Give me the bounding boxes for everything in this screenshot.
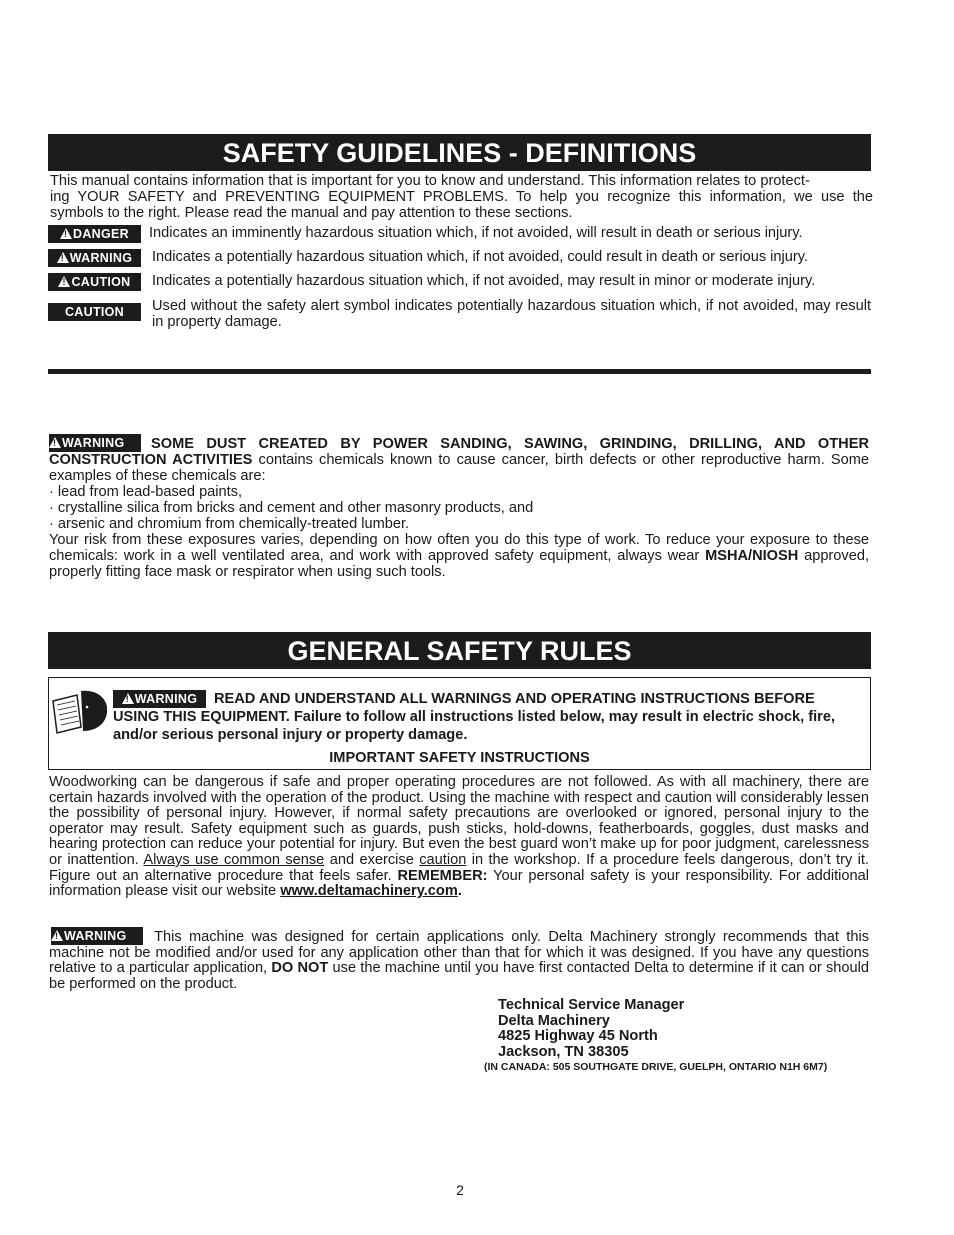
- alert-triangle-icon: [122, 693, 134, 704]
- caution-underline: caution: [419, 851, 467, 868]
- address-line-3: 4825 Highway 45 North: [498, 1028, 658, 1045]
- intro-line-2: ing YOUR SAFETY and PREVENTING EQUIPMENT PROBLEMS. To help you recognize this information, we use the: [50, 189, 873, 205]
- alert-triangle-icon: [58, 276, 70, 287]
- general-safety-rules-title: GENERAL SAFETY RULES: [48, 632, 871, 669]
- safety-guidelines-title: SAFETY GUIDELINES - DEFINITIONS: [48, 134, 871, 171]
- caution-badge: !CAUTION: [48, 273, 141, 291]
- address-line-4: Jackson, TN 38305: [498, 1043, 629, 1060]
- alert-triangle-icon: [57, 252, 69, 263]
- read-instructions-text: !WARNING READ AND UNDERSTAND ALL WARNINGS AND OPERATING INSTRUCTIONS BEFORE USING THIS EQUIPMENT. Failure to follow all instructions listed below, may result in electric shock, fire, and/or serious personal injury or property damage.: [113, 690, 861, 744]
- dust-bullet-2: · crystalline silica from bricks and cement and other masonry products, and: [49, 500, 534, 516]
- dust-warning-paragraph: [49, 434, 869, 580]
- dust-lead-rest: contains chemicals known to cause cancer, birth defects or other reproductive harm. Some examples of these chemicals are:: [49, 452, 870, 484]
- alert-triangle-icon: [51, 930, 63, 941]
- dust-warning-badge: !WARNING: [49, 434, 141, 452]
- section-divider: [48, 369, 871, 374]
- applications-paragraph: !WARNING This machine was designed for certain applications only. Delta Machinery strongly recommends that this machine not be modified and/or used for any application other than that for which it was designed. If you have any questions relative to a particular application, DO NOT use the machine until you have first contacted Delta to determine if it can or should be performed on the product.: [49, 927, 869, 992]
- page-number: 2: [456, 1182, 464, 1198]
- delta-address: [498, 998, 684, 1060]
- definition-danger-text: Indicates an imminently hazardous situation which, if not avoided, will result in death or serious injury.: [149, 225, 803, 241]
- woodworking-paragraph: Woodworking can be dangerous if safe and proper operating procedures are not followed. As with all machinery, there are certain hazards involved with the operation of the product. Using the machine with respect and caution will considerably lessen the possibility of personal injury. However, if normal safety precautions are overlooked or ignored, personal injury to the operator may result. Safety equipment such as guards, push sticks, hold-downs, featherboards, goggles, dust masks and hearing protection can reduce your potential for injury. But even the best guard won’t make up for poor judgment, carelessness or inattention. Always use common sense and exercise caution in the workshop. If a procedure feels dangerous, don’t try it. Figure out an alternative procedure that feels safer. REMEMBER: Your personal safety is your responsibility. For additional information please visit our website www.deltamachinery.com.: [49, 774, 870, 900]
- address-line-1: Technical Service Manager: [498, 997, 685, 1013]
- dust-bullet-3: · arsenic and chromium from chemically-treated lumber.: [49, 516, 410, 532]
- box-warning-badge: !WARNING: [113, 690, 206, 708]
- danger-badge: !DANGER: [48, 225, 141, 243]
- definition-caution-property-text: Used without the safety alert symbol indicates potentially hazardous situation which, if not avoided, may result in property damage.: [152, 298, 871, 330]
- important-safety-heading: IMPORTANT SAFETY INSTRUCTIONS: [329, 750, 590, 766]
- canada-address: (IN CANADA: 505 SOUTHGATE DRIVE, GUELPH, ONTARIO N1H 6M7): [484, 1061, 828, 1073]
- definition-caution-text: Indicates a potentially hazardous situation which, if not avoided, may result in minor or moderate injury.: [152, 273, 816, 289]
- warning-badge: !WARNING: [48, 249, 141, 267]
- caution-nosymbol-badge: CAUTION: [48, 303, 141, 321]
- address-line-2: Delta Machinery: [498, 1012, 610, 1029]
- intro-line-1: This manual contains information that is important for you to know and understand. This information relates to protect-: [50, 173, 810, 189]
- dust-bullet-1: · lead from lead-based paints,: [49, 484, 243, 500]
- applications-warning-badge: !WARNING: [51, 927, 143, 945]
- manual-book-icon: [51, 687, 107, 735]
- alert-triangle-icon: [60, 228, 72, 239]
- common-sense-underline: Always use common sense: [143, 851, 325, 868]
- dust-risk-text: Your risk from these exposures varies, depending on how often you do this type of work. To reduce your exposure to these chemicals: work in a well ventilated area, and work with approved safety equipment, always wear MSHA/NIOSH approved, properly fitting face mask or respirator when using such tools.: [49, 532, 869, 580]
- dust-bold-lead: SOME DUST CREATED BY POWER SANDING, SAWING, GRINDING, DRILLING, AND OTHER CONSTRUCTION ACTIVITIES: [49, 436, 869, 468]
- website-link[interactable]: www.deltamachinery.com: [280, 883, 458, 900]
- intro-line-3: symbols to the right. Please read the manual and pay attention to these sections.: [50, 205, 573, 221]
- intro-paragraph: [50, 173, 873, 221]
- definition-warning-text: Indicates a potentially hazardous situation which, if not avoided, could result in death or serious injury.: [152, 249, 809, 265]
- read-instructions-box: [48, 677, 871, 770]
- alert-triangle-icon: [49, 437, 61, 448]
